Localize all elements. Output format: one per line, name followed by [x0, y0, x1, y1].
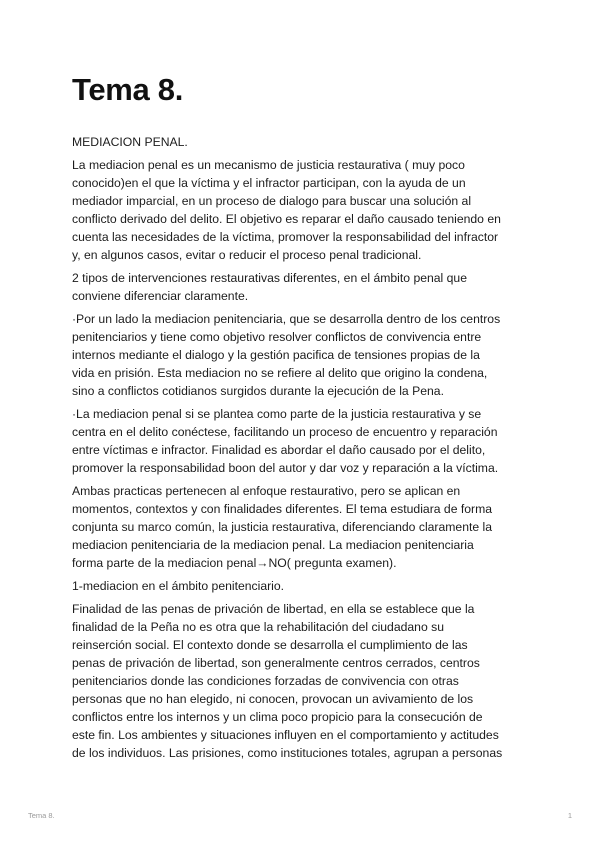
text-line: este fin. Los ambientes y situaciones influyen en el comportamiento y actitudes — [72, 728, 499, 742]
text-line: promover la responsabilidad boon del autor y dar voz y reparación a la víctima. — [72, 461, 499, 475]
text-line: MEDIACION PENAL. — [72, 135, 188, 149]
text-line: conviene diferenciar claramente. — [72, 289, 249, 303]
text-line: conocido)en el que la víctima y el infractor participan, con la ayuda de un — [72, 176, 466, 190]
text-line: momentos, contextos y con finalidades diferentes. El tema estudiara de forma — [72, 502, 493, 516]
paragraph — [72, 600, 534, 762]
text-line: forma parte de la mediacion penal→NO( pregunta examen). — [72, 556, 397, 570]
text-line: penitenciarios y tiene como objetivo resolver conflictos de convivencia entre — [72, 330, 482, 344]
text-line: sino a conflictos cotidianos surgidos durante la ejecución de la Pena. — [72, 384, 444, 398]
text-line: La mediacion penal es un mecanismo de justicia restaurativa ( muy poco — [72, 158, 465, 172]
footer-title: Tema 8. — [28, 811, 55, 820]
text-line: vida en prisión. Esta mediacion no se refiere al delito que origino la condena, — [72, 366, 488, 380]
text-line: reinserción social. El contexto donde se desarrolla el cumplimiento de las — [72, 638, 468, 652]
text-line: finalidad de la Peña no es otra que la rehabilitación del ciudadano su — [72, 620, 444, 634]
text-line: mediacion penitenciaria de la mediacion penal. La mediacion penitenciaria — [72, 538, 474, 552]
text-line: de los individuos. Las prisiones, como instituciones totales, agrupan a personas — [72, 746, 503, 760]
text-line: Ambas practicas pertenecen al enfoque restaurativo, pero se aplican en — [72, 484, 461, 498]
text-line: personas que no han elegido, ni conocen, provocan un avivamiento de los — [72, 692, 474, 706]
text-line: penas de privación de libertad, son generalmente centros cerrados, centros — [72, 656, 480, 670]
paragraph — [72, 577, 534, 595]
text-line: entre víctimas e infractor. Finalidad es abordar el daño causado por el delito, — [72, 443, 486, 457]
text-line: cuenta las necesidades de la víctima, promover la responsabilidad del infractor — [72, 230, 499, 244]
text-line: Finalidad de las penas de privación de libertad, en ella se establece que la — [72, 602, 475, 616]
text-line: centra en el delito conéctese, facilitando un proceso de encuentro y reparación — [72, 425, 498, 439]
text-line: y, en algunos casos, evitar o reducir el proceso penal tradicional. — [72, 248, 422, 262]
text-line: ·Por un lado la mediacion penitenciaria, que se desarrolla dentro de los centros — [72, 312, 501, 326]
paragraph — [72, 310, 534, 400]
text-line: penitenciarios donde las condiciones forzadas de convivencia con otras — [72, 674, 459, 688]
text-line: 1-mediacion en el ámbito penitenciario. — [72, 579, 285, 593]
text-line: 2 tipos de intervenciones restaurativas diferentes, en el ámbito penal que — [72, 271, 467, 285]
document-body — [72, 133, 534, 767]
paragraph — [72, 133, 534, 151]
text-line: conflictos entre los internos y un clima poco propicio para la consecución de — [72, 710, 483, 724]
text-line: conflicto derivado del delito. El objetivo es reparar el daño causado teniendo en — [72, 212, 501, 226]
footer-page-number: 1 — [567, 811, 572, 820]
text-line: mediador imparcial, en un proceso de dialogo para buscar una solución al — [72, 194, 472, 208]
page-title: Tema 8. — [72, 72, 184, 107]
text-line: ·La mediacion penal si se plantea como parte de la justicia restaurativa y se — [72, 407, 482, 421]
paragraph — [72, 269, 534, 305]
text-line: internos mediante el dialogo y la gestión pacifica de tensiones propias de la — [72, 348, 480, 362]
paragraph — [72, 482, 534, 572]
paragraph — [72, 156, 534, 264]
text-line: conjunta su marco común, la justicia restaurativa, diferenciando claramente la — [72, 520, 493, 534]
paragraph — [72, 405, 534, 477]
